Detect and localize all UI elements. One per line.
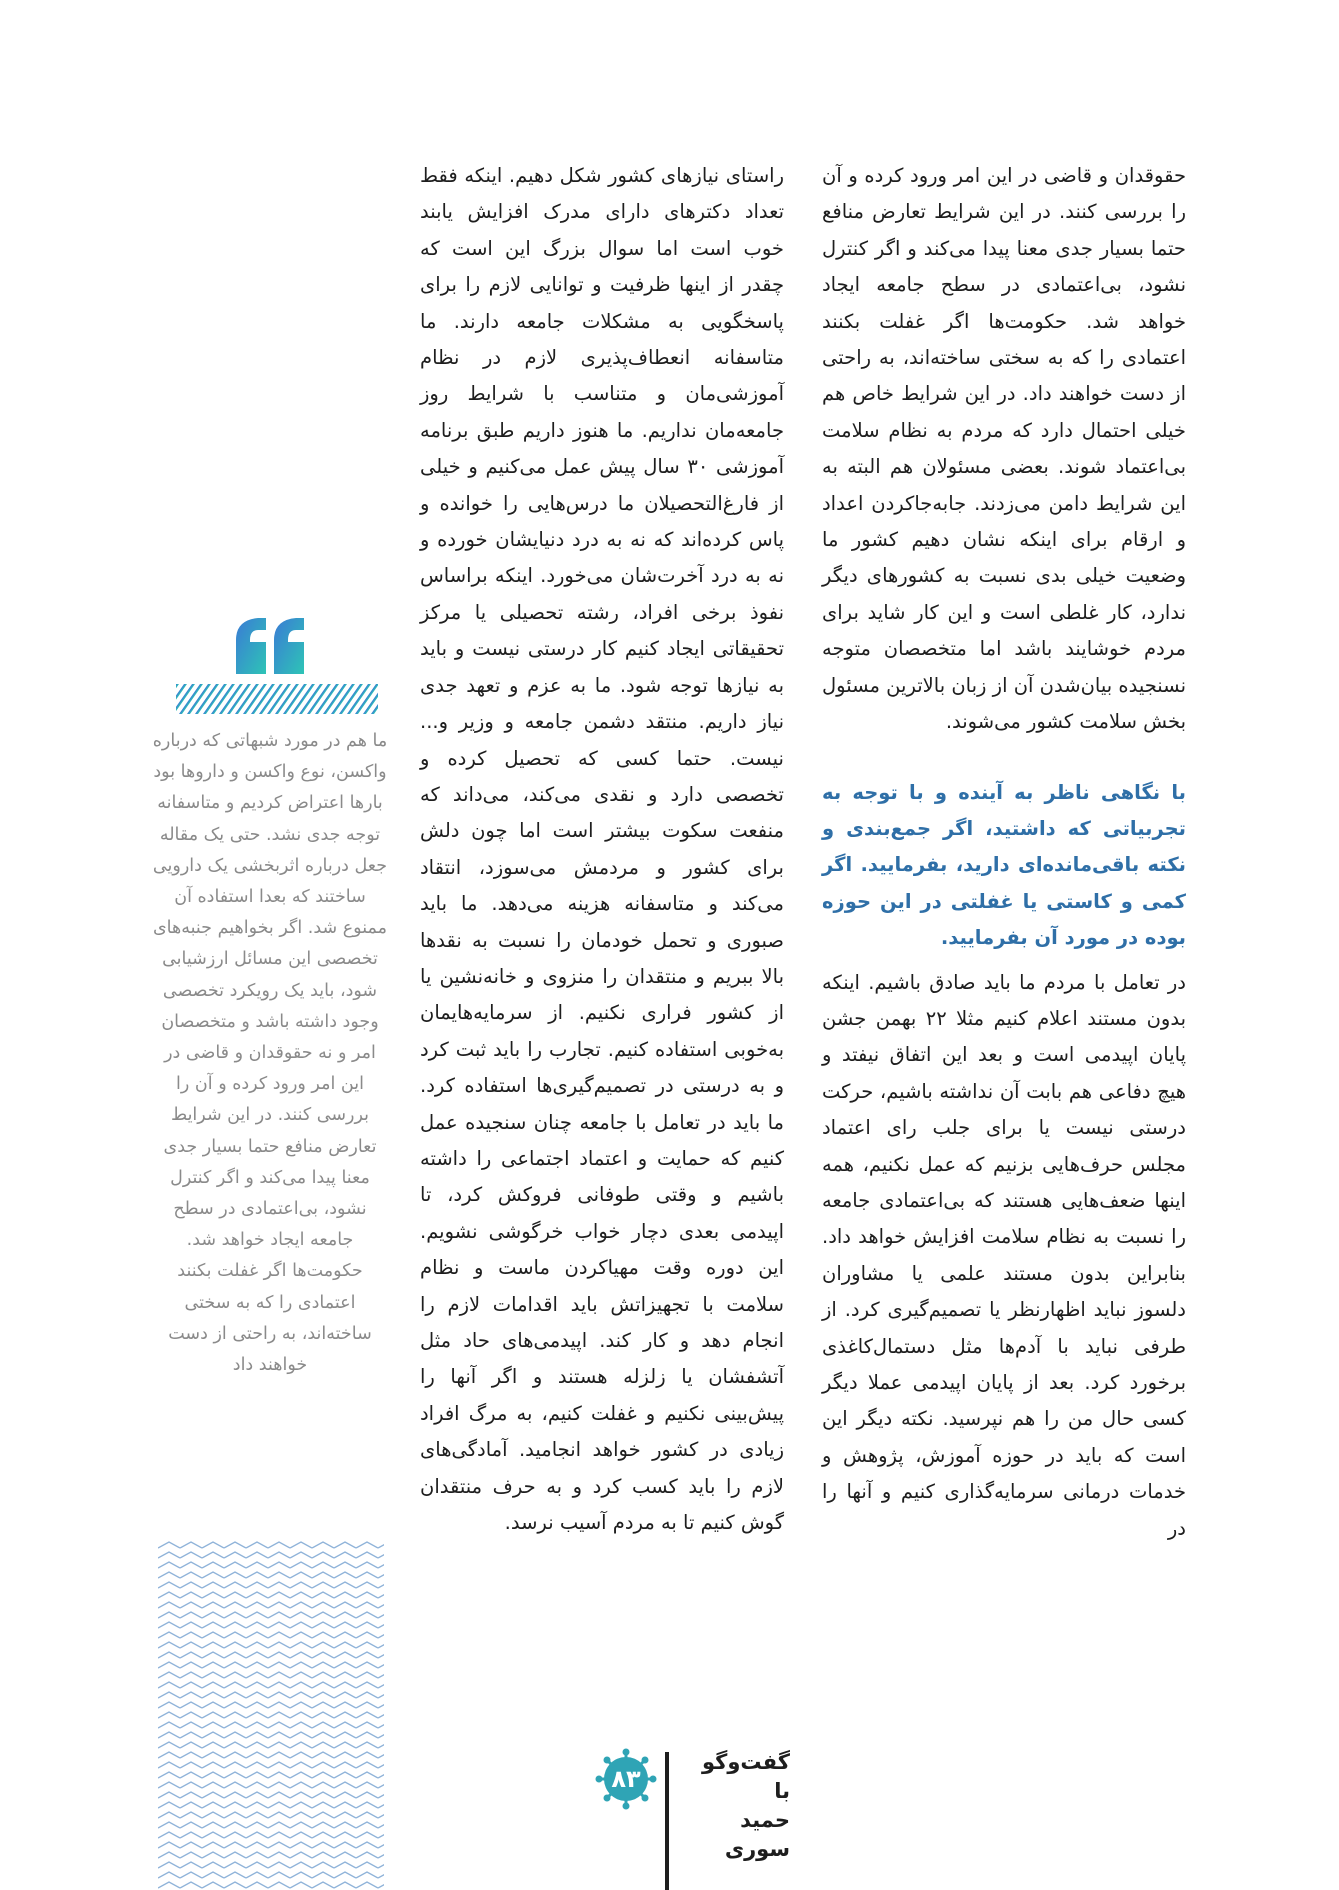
interview-label <box>680 1748 790 1864</box>
folio-divider <box>665 1752 669 1890</box>
decorative-zigzag-pattern <box>158 1540 384 1890</box>
article-column-right <box>822 158 1186 1547</box>
article-column-middle <box>420 158 784 1541</box>
interview-label-line2: حمید سوری <box>724 1808 790 1861</box>
paragraph-middle: راستای نیازهای کشور شکل دهیم. اینکه فقط تعداد دکترهای دارای مدرک افزایش یابند خوب است اما سوال بزرگ این است که چقدر از اینها ظرفیت و توانایی لازم را برای پاسخگویی به مشکلات جامعه دارند. ما متاسفانه انعطاف‌پذیری لازم در نظام آموزشی‌مان و متناسب با شرایط روز جامعه‌مان نداریم. ما هنوز داریم طبق برنامه آموزشی ۳۰ سال پیش عمل می‌کنیم و خیلی از فارغ‌التحصیلان ما درس‌هایی را خوانده و پاس کرده‌اند که نه به درد دنیایشان خورده و نه به درد آخرت‌شان می‌خورد. اینکه براساس نفوذ برخی افراد، رشته تحصیلی یا مرکز تحقیقاتی ایجاد کنیم کار درستی نیست و باید به نیازها توجه شود. ما به عزم و تعهد جدی نیاز داریم. منتقد دشمن جامعه و وزیر و... نیست. حتما کسی که تحصیل کرده و تخصصی دارد و نقدی می‌کند، می‌داند که منفعت سکوت بیشتر است اما چون دلش برای کشور و مردمش می‌سوزد، انتقاد می‌کند و متاسفانه هزینه می‌دهد. ما باید صبوری و تحمل خودمان را نسبت به نقدها بالا ببریم و منتقدان را منزوی و خانه‌نشین یا از کشور فراری نکنیم. از سرمایه‌هایمان به‌خوبی استفاده کنیم. تجارب را باید ثبت کرد و به درستی در تصمیم‌گیری‌ها استفاده کرد. ما باید در تعامل با جامعه چنان سنجیده عمل کنیم که حمایت و اعتماد اجتماعی را داشته باشیم و وقتی طوفانی فروکش کرد، تا اپیدمی بعدی دچار خواب خرگوشی نشویم. این دوره وقت مهیاکردن ماست و نظام سلامت با تجهیزاتش باید اقدامات لازم را انجام دهد و کار کند. اپیدمی‌های حاد مثل آتشفشان یا زلزله هستند و اگر آنها را پیش‌بینی نکنیم و غفلت کنیم، به مرگ افراد زیادی در کشور خواهد انجامید. آمادگی‌های لازم را باید کسب کرد و به حرف منتقدان گوش کنیم تا به مردم آسیب نرسد. <box>420 164 784 1535</box>
interview-label-line1: گفت‌وگو با <box>702 1750 790 1803</box>
paragraph-right-answer: در تعامل با مردم ما باید صادق باشیم. اینکه بدون مستند اعلام کنیم مثلا ۲۲ بهمن جشن پایان اپیدمی است و بعد این اتفاق نیفتد و هیچ دفاعی هم بابت آن نداشته باشیم، حرکت درستی نیست یا برای جلب رای اعتماد مجلس حرف‌هایی بزنیم که عمل نکنیم، همه اینها ضعف‌هایی هستند که بی‌اعتمادی جامعه را نسبت به نظام سلامت افزایش خواهد داد. بنابراین بدون مستند علمی یا مشاوران دلسوز نباید اظهارنظر یا تصمیم‌گیری کرد. از طرفی نباید با آدم‌ها مثل دستمال‌کاغذی برخورد کرد. بعد از پایان اپیدمی عملا دیگر کسی حال من را هم نپرسید. نکته دیگر این است که باید در حوزه آموزش، پژوهش و خدمات درمانی سرمایه‌گذاری کنیم و آنها را در <box>822 970 1186 1540</box>
quote-mark-icon <box>236 618 306 674</box>
highlighted-question: با نگاهی ناظر به آینده و با توجه به تجربیاتی که داشتید، اگر جمع‌بندی و نکته باقی‌مانده‌ای دارید، بفرمایید. اگر کمی و کاستی یا غفلتی در این حوزه بوده در مورد آن بفرمایید. <box>822 780 1186 950</box>
page-number: ۸۳ <box>611 1765 641 1793</box>
pull-quote-text: ما هم در مورد شبهاتی که درباره واکسن، نوع واکسن و داروها بود بارها اعتراض کردیم و متاسفانه توجه جدی نشد. حتی یک مقاله جعل درباره اثربخشی یک دارویی ساختند که بعدا استفاده آن ممنوع شد. اگر بخواهیم جنبه‌های تخصصی این مسائل ارزشیابی شود، باید یک رویکرد تخصصی وجود داشته باشد و متخصصان امر و نه حقوقدان و قاضی در این امر ورود کرده و آن را بررسی کنند. در این شرایط تعارض منافع حتما بسیار جدی معنا پیدا می‌کند و اگر کنترل نشود، بی‌اعتمادی در سطح جامعه ایجاد خواهد شد. حکومت‌ها اگر غفلت بکنند اعتمادی را که به سختی ساخته‌اند، به راحتی از دست خواهند داد <box>152 731 388 1376</box>
quote-divider-stripes <box>176 684 378 714</box>
paragraph-right-1: حقوقدان و قاضی در این امر ورود کرده و آن را بررسی کنند. در این شرایط تعارض منافع حتما بسیار جدی معنا پیدا می‌کند و اگر کنترل نشود، بی‌اعتمادی در سطح جامعه ایجاد خواهد شد. حکومت‌ها اگر غفلت بکنند اعتمادی را که به سختی ساخته‌اند، به راحتی از دست خواهند داد. در این شرایط خاص هم خیلی احتمال دارد که مردم به نظام سلامت بی‌اعتماد شوند. بعضی مسئولان هم البته به این شرایط دامن می‌زدند. جابه‌جاکردن اعداد و ارقام برای اینکه نشان دهیم کشور ما وضعیت خیلی بدی نسبت به کشورهای دیگر ندارد، کار غلطی است و این کار شاید برای مردم خوشایند باشد اما متخصصان متوجه نسنجیده بیان‌شدن آن از زبان بالاترین مسئول بخش سلامت کشور می‌شوند. <box>822 164 1186 734</box>
